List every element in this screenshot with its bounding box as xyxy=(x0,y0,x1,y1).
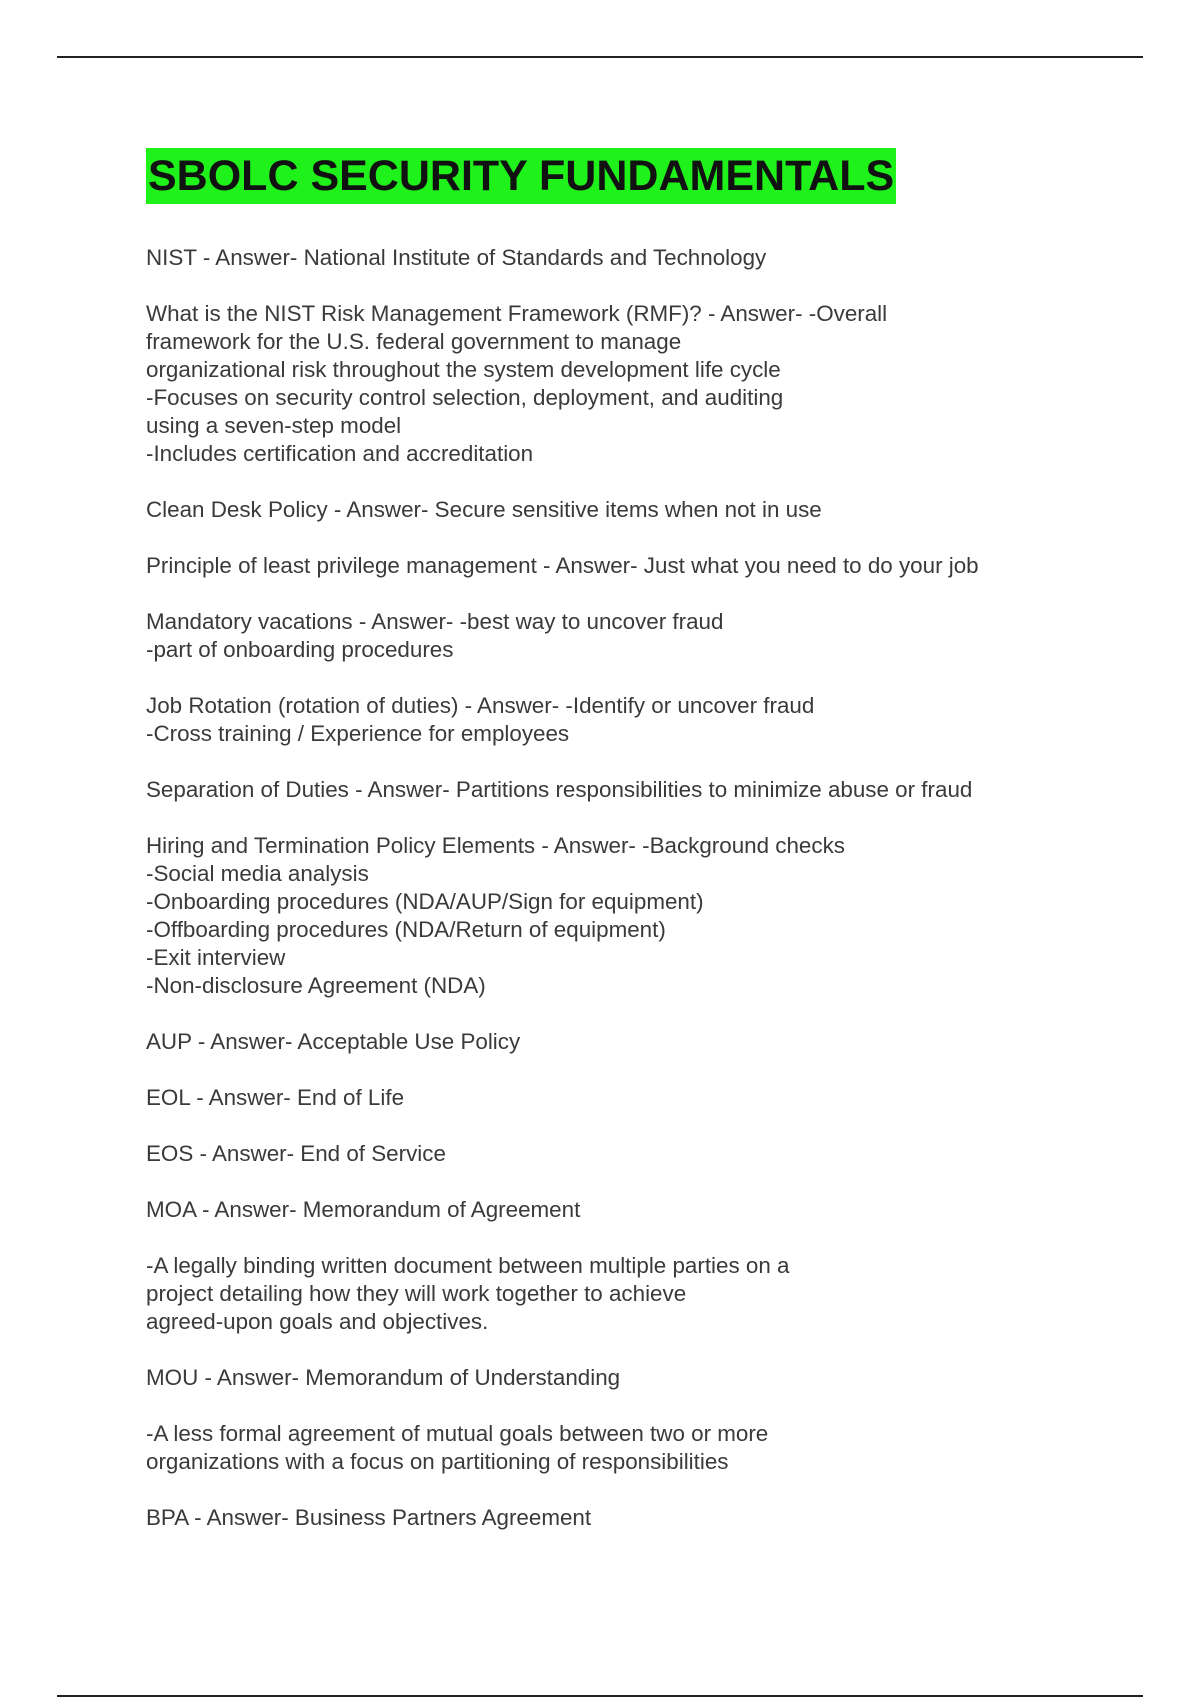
entry-line: -Focuses on security control selection, deployment, and auditing xyxy=(146,385,784,410)
entry-line: NIST - Answer- National Institute of Standards and Technology xyxy=(146,245,767,270)
qa-entry xyxy=(146,1364,1146,1392)
entry-line: Hiring and Termination Policy Elements - Answer- -Background checks xyxy=(146,833,845,858)
entry-line: -Social media analysis xyxy=(146,861,369,886)
document-body xyxy=(146,148,1146,1560)
entry-line: EOL - Answer- End of Life xyxy=(146,1085,405,1110)
qa-entry xyxy=(146,832,1146,1000)
entry-line: BPA - Answer- Business Partners Agreement xyxy=(146,1505,592,1530)
entry-line: -Non-disclosure Agreement (NDA) xyxy=(146,973,486,998)
qa-entry xyxy=(146,300,1146,468)
entries-list xyxy=(146,244,1146,1532)
entry-line: Mandatory vacations - Answer- -best way to uncover fraud xyxy=(146,609,724,634)
qa-entry xyxy=(146,1504,1146,1532)
entry-line: organizations with a focus on partitioning of responsibilities xyxy=(146,1449,729,1474)
entry-line: -A less formal agreement of mutual goals between two or more xyxy=(146,1421,769,1446)
entry-line: -Exit interview xyxy=(146,945,286,970)
qa-entry xyxy=(146,1028,1146,1056)
qa-entry xyxy=(146,1140,1146,1168)
entry-line: -part of onboarding procedures xyxy=(146,637,454,662)
qa-entry xyxy=(146,608,1146,664)
qa-entry xyxy=(146,1084,1146,1112)
footer-rule xyxy=(57,1695,1143,1697)
header-rule xyxy=(57,56,1143,58)
entry-line: project detailing how they will work together to achieve xyxy=(146,1281,687,1306)
qa-entry xyxy=(146,1252,1146,1336)
qa-entry xyxy=(146,692,1146,748)
entry-line: Job Rotation (rotation of duties) - Answer- -Identify or uncover fraud xyxy=(146,693,815,718)
entry-line: -A legally binding written document between multiple parties on a xyxy=(146,1253,790,1278)
entry-line: agreed-upon goals and objectives. xyxy=(146,1309,489,1334)
entry-line: using a seven-step model xyxy=(146,413,402,438)
entry-line: EOS - Answer- End of Service xyxy=(146,1141,446,1166)
entry-line: MOU - Answer- Memorandum of Understanding xyxy=(146,1365,621,1390)
document-title: SBOLC SECURITY FUNDAMENTALS xyxy=(146,148,896,204)
entry-line: Clean Desk Policy - Answer- Secure sensitive items when not in use xyxy=(146,497,822,522)
entry-line: AUP - Answer- Acceptable Use Policy xyxy=(146,1029,521,1054)
entry-line: organizational risk throughout the system development life cycle xyxy=(146,357,781,382)
entry-line: -Offboarding procedures (NDA/Return of equipment) xyxy=(146,917,666,942)
entry-line: framework for the U.S. federal government to manage xyxy=(146,329,682,354)
qa-entry xyxy=(146,1420,1146,1476)
qa-entry xyxy=(146,1196,1146,1224)
qa-entry xyxy=(146,496,1146,524)
qa-entry xyxy=(146,776,1146,804)
entry-line: -Onboarding procedures (NDA/AUP/Sign for equipment) xyxy=(146,889,704,914)
qa-entry xyxy=(146,552,1146,580)
entry-line: Separation of Duties - Answer- Partitions responsibilities to minimize abuse or fraud xyxy=(146,777,973,802)
entry-line: MOA - Answer- Memorandum of Agreement xyxy=(146,1197,581,1222)
entry-line: Principle of least privilege management - Answer- Just what you need to do your job xyxy=(146,553,979,578)
entry-line: -Includes certification and accreditation xyxy=(146,441,534,466)
entry-line: What is the NIST Risk Management Framework (RMF)? - Answer- -Overall xyxy=(146,301,888,326)
entry-line: -Cross training / Experience for employees xyxy=(146,721,570,746)
qa-entry xyxy=(146,244,1146,272)
